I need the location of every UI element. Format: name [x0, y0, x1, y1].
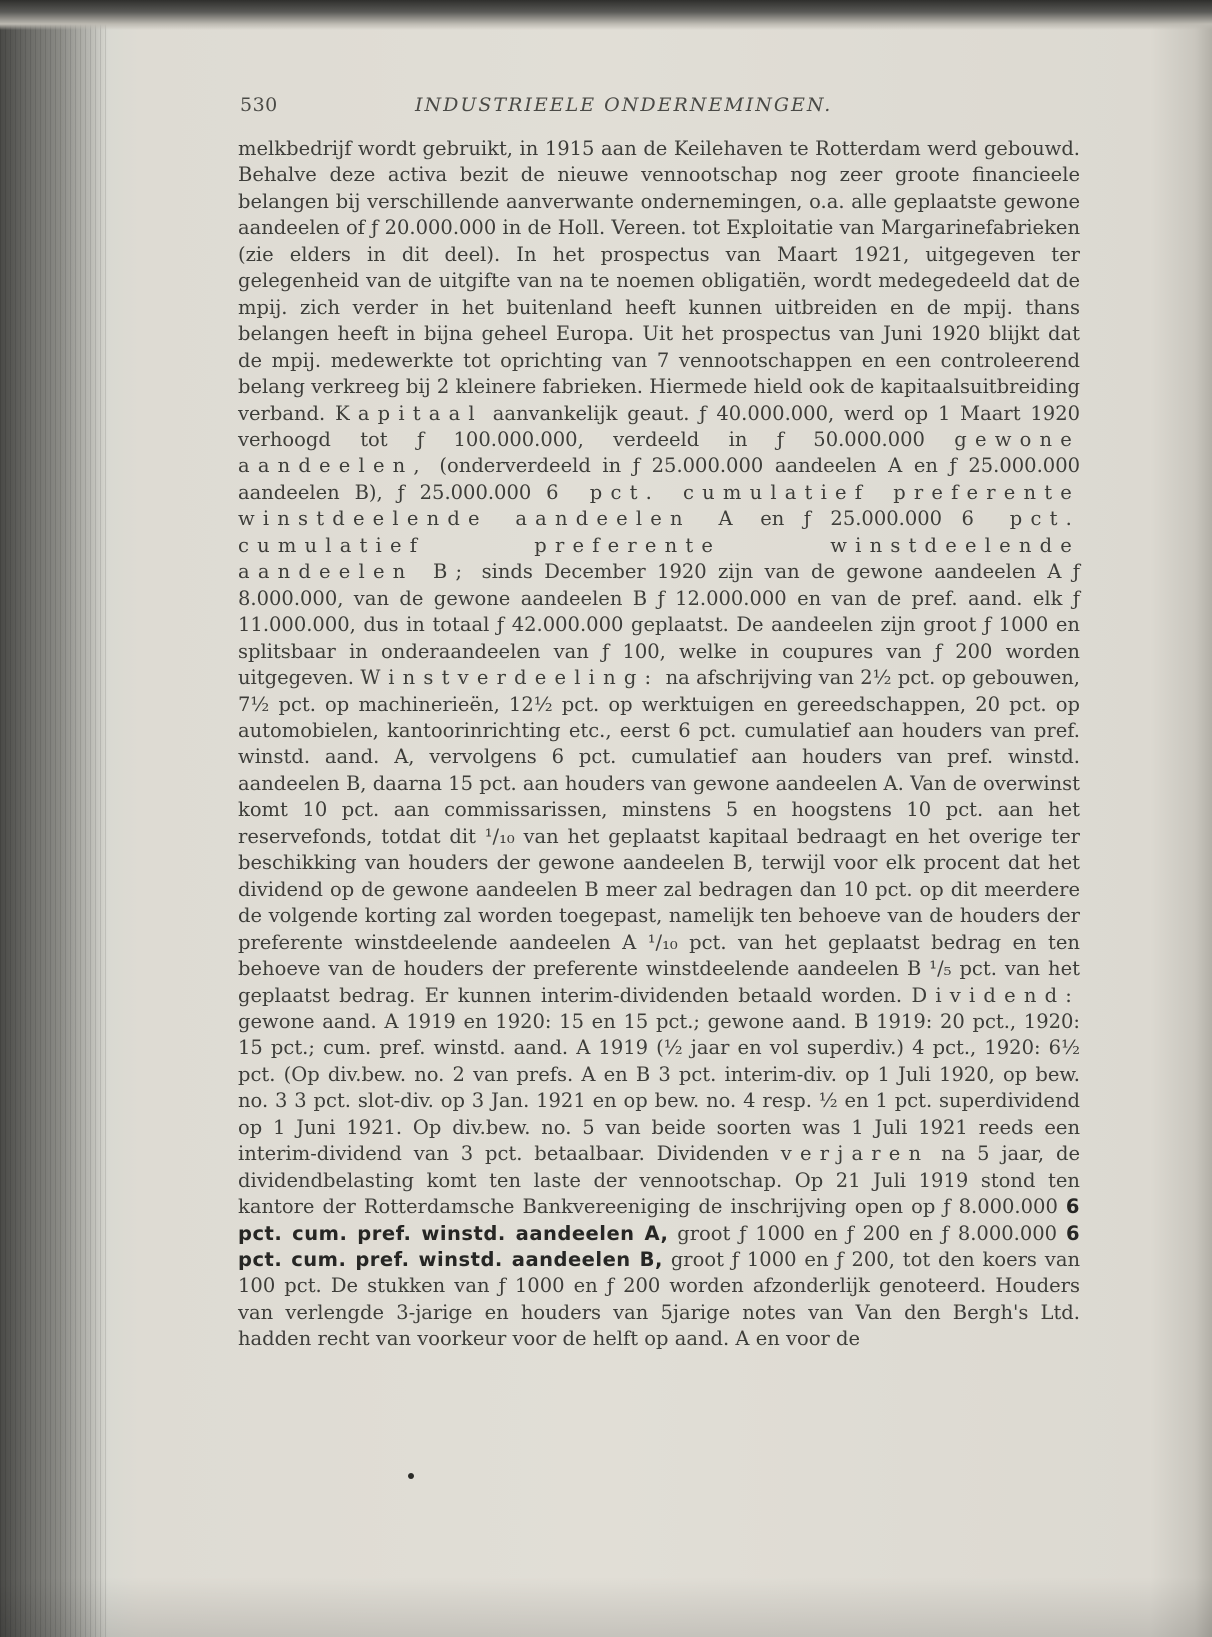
paragraph — [238, 136, 1080, 1353]
page-header — [240, 90, 1080, 120]
spaced-term: 6 pct. cumulatief preferente winstdeelende aandeelen B; — [238, 507, 1080, 584]
page-number: 530 — [240, 94, 278, 116]
bold-issue-a: 6 pct. cum. pref. winstd. aandeelen A, — [238, 1195, 1080, 1245]
text-run: gewone aand. A 1919 en 1920: 15 en 15 pct.; gewone aand. B 1919: 20 pct., 1920: 15 pct.; cum. pref. winstd. aand. A 1919 (½ jaar en vol superdiv.) 4 pct., 1920: 6½ pct. (Op div.bew. no. 2 van prefs. A en B 3 pct. interim-div. op 1 Juli 1920, op bew. no. 3 3 pct. slot-div. op 3 Jan. 1921 en op bew. no. 4 resp. ½ en 1 pct. superdividend op 1 Juni 1921. Op div.bew. no. 5 van beide soorten was 1 Juli 1921 reeds een interim-dividend van 3 pct. betaalbaar. Dividenden — [238, 1009, 1080, 1166]
text-run: sinds December 1920 zijn van de gewone aandeelen A ƒ 8.000.000, van de gewone aandeelen B ƒ 12.000.000 en van de pref. aand. elk ƒ 11.000.000, dus in totaal ƒ 42.000.000 geplaatst. De aandeelen zijn groot ƒ 1000 en splitsbaar in onderaandeelen van ƒ 100, welke in coupures van ƒ 200 worden uitgegeven. — [238, 560, 1080, 690]
section-heading-dividend: Dividend: — [911, 983, 1080, 1007]
bold-issue-b: 6 pct. cum. pref. winstd. aandeelen B, — [238, 1221, 1081, 1272]
scan-bottom-shade — [0, 1577, 1212, 1637]
spaced-term: 6 pct. cumulatief preferente winstdeelende aandeelen A — [238, 480, 1080, 531]
spaced-term: verjaren — [780, 1142, 930, 1166]
text-run: na 5 jaar, de dividendbelasting komt ten laste der vennootschap. Op 21 Juli 1919 stond ten kantore der Rotterdamsche Bankvereeniging de inschrijving open op ƒ 8.000.000 — [238, 1142, 1080, 1219]
section-heading-winstverdeeling: Winstverdeeling: — [360, 666, 660, 690]
text-run: na afschrijving van 2½ pct. op gebouwen, 7½ pct. op machinerieën, 12½ pct. op werktuigen en gereedschappen, 20 pct. op automobielen, kantoorinrichting etc., eerst 6 pct. cumulatief aan houders van pref. winstd. aand. A, vervolgens 6 pct. cumulatief aan houders van pref. winstd. aandeelen B, daarna 15 pct. aan houders van gewone aandeelen A. Van de overwinst komt 10 pct. aan commissarissen, minstens 5 en hoogstens 10 pct. aan het reservefonds, totdat dit ¹/₁₀ van het geplaatst kapitaal bedraagt en het overige ter beschikking van houders der gewone aandeelen B, terwijl voor elk procent dat het dividend op de gewone aandeelen B meer zal bedragen dan 10 pct. op dit meerdere de volgende korting zal worden toegepast, namelijk ten behoeve van de houders der preferente winstdeelende aandeelen A ¹/₁₀ pct. van het geplaatst bedrag en ten behoeve van de houders der preferente winstdeelende aandeelen B ¹/₅ pct. van het geplaatst bedrag. Er kunnen interim-dividenden betaald worden. — [238, 666, 1080, 1007]
book-edge — [0, 0, 110, 1637]
scan-top-edge — [0, 0, 1212, 30]
section-heading-kapitaal: Kapitaal — [335, 401, 483, 425]
text-run: groot ƒ 1000 en ƒ 200, tot den koers van 100 pct. De stukken van ƒ 1000 en ƒ 200 worden afzonderlijk genoteerd. Houders van verlengde 3-jarige en houders van 5jarige notes van Van den Bergh's Ltd. hadden recht van voorkeur voor de helft op aand. A en voor de — [238, 1248, 1081, 1351]
text-run: groot ƒ 1000 en ƒ 200 en ƒ 8.000.000 — [677, 1221, 1058, 1245]
spaced-term: gewone aandeelen, — [238, 427, 1080, 478]
running-head: INDUSTRIEELE ONDERNEMINGEN. — [415, 94, 833, 116]
text-run: aanvankelijk geaut. ƒ 40.000.000, werd op 1 Maart 1920 verhoogd tot ƒ 100.000.000, verdeeld in ƒ 50.000.000 — [238, 401, 1081, 451]
text-run: (onderverdeeld in ƒ 25.000.000 aandeelen A en ƒ 25.000.000 aandeelen B), ƒ 25.000.000 — [238, 454, 1081, 504]
ink-speck — [408, 1473, 414, 1479]
text-run: melkbedrijf wordt gebruikt, in 1915 aan de Keilehaven te Rotterdam werd gebouwd. Behalve deze activa bezit de nieuwe vennootschap nog zeer groote financieele belangen bij verschillende aanverwante ondernemingen, o.a. alle geplaatste gewone aandeelen of ƒ 20.000.000 in de Holl. Vereen. tot Exploitatie van Margarinefabrieken (zie elders in dit deel). In het prospectus van Maart 1921, uitgegeven ter gelegenheid van de uitgifte van na te noemen obligatiën, wordt medegedeeld dat de mpij. zich verder in het buitenland heeft kunnen uitbreiden en de mpij. thans belangen heeft in bijna geheel Europa. Uit het prospectus van Juni 1920 blijkt dat de mpij. medewerkte tot oprichting van 7 vennootschappen en een controleerend belang verkreeg bij 2 kleinere fabrieken. Hiermede hield ook de kapitaalsuitbreiding verband. — [238, 137, 1080, 425]
body-text — [238, 136, 1080, 1353]
text-run: en ƒ 25.000.000 — [760, 507, 943, 531]
